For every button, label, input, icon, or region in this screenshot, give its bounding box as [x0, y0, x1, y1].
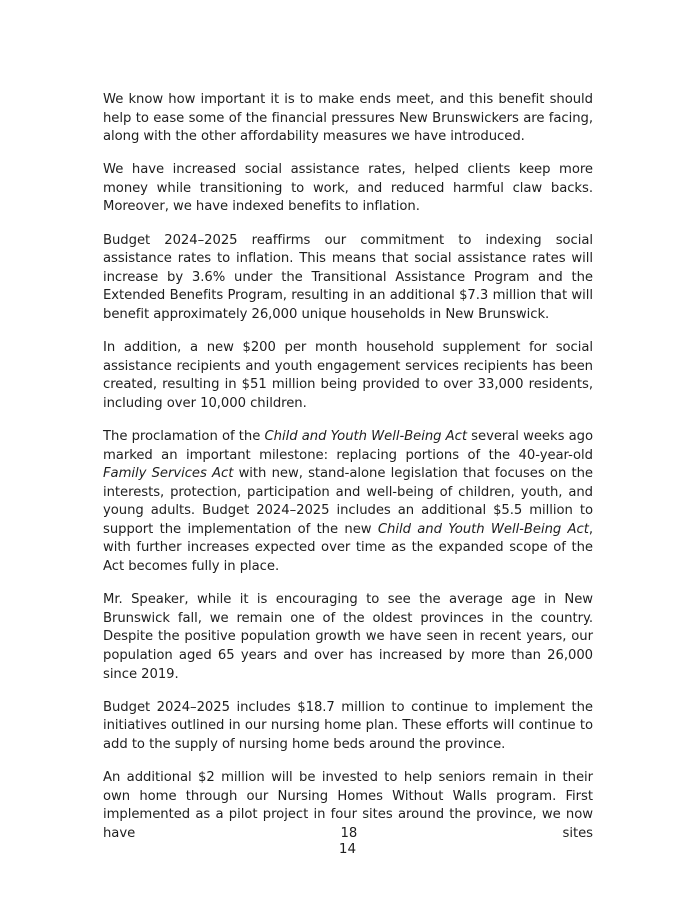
text-run: with new, stand-alone legislation that focuses on the interests, protection, participation and well-being of children, youth, and young adults. Budget 2024–2025 includes an additional $5.5 million to support the implementation of the new [103, 466, 593, 537]
paragraph [103, 699, 593, 755]
paragraph [103, 339, 593, 413]
text-run: We know how important it is to make ends meet, and this benefit should help to ease some of the financial pressures New Brunswickers are facing, along with the other affordability measures we have introduced. [103, 92, 593, 145]
text-run: Mr. Speaker, while it is encouraging to see the average age in New Brunswick fall, we remain one of the oldest provinces in the country. Despite the positive population growth we have seen in recent years, our population aged 65 years and over has increased by more than 26,000 since 2019. [103, 592, 593, 682]
paragraph [103, 428, 593, 577]
paragraph [103, 232, 593, 325]
act-title-italic: Family Services Act [103, 466, 234, 482]
paragraph [103, 591, 593, 684]
act-title-italic: Child and Youth Well-Being Act [264, 428, 467, 444]
text-run: We have increased social assistance rates, helped clients keep more money while transitioning to work, and reduced harmful claw backs. Moreover, we have indexed benefits to inflation. [103, 162, 593, 215]
body-text [103, 91, 593, 858]
text-run: In addition, a new $200 per month household supplement for social assistance recipients and youth engagement services recipients has been created, resulting in $51 million being provided to over 33,000 residents, including over 10,000 children. [103, 340, 593, 411]
text-run: The proclamation of the [103, 428, 265, 444]
text-run: several weeks ago marked an important milestone: replacing portions of the 40-year-old [103, 428, 593, 463]
text-run: Budget 2024–2025 includes $18.7 million to continue to implement the initiatives outlined in our nursing home plan. These efforts will continue to add to the supply of nursing home beds around the province. [103, 699, 593, 752]
text-run: An additional $2 million will be invested to help seniors remain in their own home through our Nursing Homes Without Walls program. First implemented as a pilot project in four sites around the province, we now have 18 sites [103, 769, 593, 841]
text-run: Budget 2024–2025 reaffirms our commitment to indexing social assistance rates to inflation. This means that social assistance rates will increase by 3.6% under the Transitional Assistance Program and the Extended Benefits Program, resulting in an additional $7.3 million that will benefit approximately 26,000 unique households in New Brunswick. [103, 232, 593, 322]
paragraph [103, 91, 593, 147]
paragraph [103, 769, 593, 843]
paragraph [103, 161, 593, 217]
page-number: 14 [338, 841, 357, 857]
text-run: , with further increases expected over time as the expanded scope of the Act becomes fully in place. [103, 521, 593, 575]
act-title-italic: Child and Youth Well-Being Act [377, 521, 589, 537]
